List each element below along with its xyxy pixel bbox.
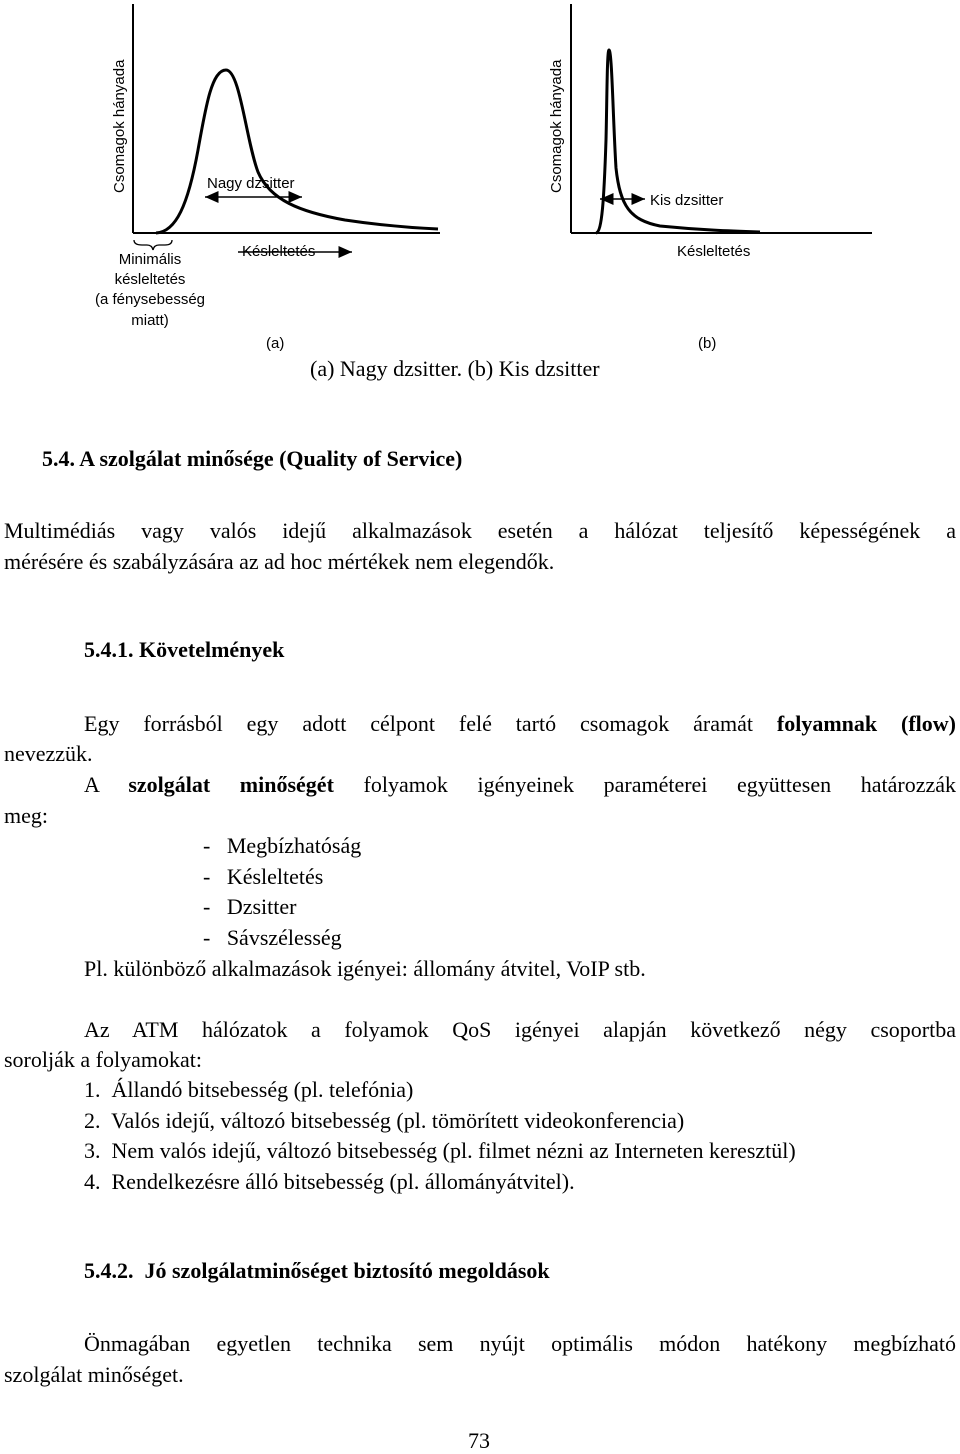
numbered-item: 1. Állandó bitsebesség (pl. telefónia): [84, 1077, 414, 1102]
panel-b-xlabel: Késleltetés: [677, 243, 751, 260]
section-5-4-1-heading: 5.4.1. Követelmények: [84, 637, 285, 662]
bullet-item: - Megbízhatóság: [203, 833, 362, 858]
section-5-4-para-line1: Multimédiás vagy valós idejű alkalmazások esetén a hálózat teljesítő képességének a: [4, 518, 956, 543]
figure-caption: (a) Nagy dzsitter. (b) Kis dzsitter: [310, 356, 600, 381]
panel-b-curve-label: Kis dzsitter: [650, 192, 724, 209]
section-5-4-heading: 5.4. A szolgálat minősége (Quality of Service): [42, 446, 463, 471]
numbered-item: 2. Valós idejű, változó bitsebesség (pl. tömörített videokonferencia): [84, 1108, 685, 1133]
jitter-figure: [0, 0, 960, 400]
panel-a-ylabel: Csomagok hányada: [111, 59, 128, 193]
section-5-4-para-line2: mérésére és szabályzására az ad hoc mértékek nem elegendők.: [4, 549, 555, 574]
panel-b-letter: (b): [698, 335, 717, 352]
atm-para-line2: sorolják a folyamokat:: [4, 1047, 202, 1072]
section-5-4-2-para-line1: Önmagában egyetlen technika sem nyújt optimális módon hatékony megbízható: [84, 1331, 956, 1356]
bullet-item: - Sávszélesség: [203, 925, 342, 950]
atm-para-line1: Az ATM hálózatok a folyamok QoS igényei alapján következő négy csoportba: [84, 1017, 956, 1042]
panel-a-min-delay-line2: késleltetés: [114, 271, 186, 288]
panel-a-min-delay-line3: (a fénysebesség: [94, 291, 206, 308]
flow-term: folyamnak (flow): [776, 711, 957, 736]
example-line: Pl. különböző alkalmazások igényei: állomány átvitel, VoIP stb.: [84, 956, 646, 981]
bullet-item: - Dzsitter: [203, 894, 297, 919]
panel-b-ylabel: Csomagok hányada: [548, 59, 565, 193]
numbered-item: 3. Nem valós idejű, változó bitsebesség (pl. filmet nézni az Interneten keresztül): [84, 1138, 796, 1163]
page-number: 73: [468, 1428, 490, 1453]
flow-definition-line2: nevezzük.: [4, 741, 93, 766]
qos-term: szolgálat minőségét: [128, 772, 334, 797]
qos-definition-pre: A: [84, 772, 99, 797]
qos-definition-post: folyamok igényeinek paraméterei együttesen határozzák: [363, 772, 957, 797]
panel-a-min-delay-brace: [134, 240, 172, 250]
flow-definition-line1: [84, 711, 956, 737]
bullet-item: - Késleltetés: [203, 864, 324, 889]
panel-a-min-delay-line1: Minimális: [118, 251, 182, 268]
panel-a-curve-label: Nagy dzsitter: [207, 175, 295, 192]
panel-a-axes: [133, 4, 440, 233]
qos-definition-line1: [84, 772, 956, 798]
section-5-4-2-para-line2: szolgálat minőséget.: [4, 1362, 184, 1387]
qos-definition-line2: meg:: [4, 803, 48, 828]
panel-a-letter: (a): [266, 335, 285, 352]
panel-a-xlabel: Késleltetés: [242, 243, 316, 260]
flow-definition-text: Egy forrásból egy adott célpont felé tartó csomagok áramát: [84, 711, 753, 736]
panel-a-curve: [156, 70, 438, 233]
numbered-item: 4. Rendelkezésre álló bitsebesség (pl. állományátvitel).: [84, 1169, 575, 1194]
panel-a-min-delay-line4: miatt): [131, 312, 169, 329]
section-5-4-2-heading: 5.4.2. Jó szolgálatminőséget biztosító megoldások: [84, 1258, 550, 1283]
